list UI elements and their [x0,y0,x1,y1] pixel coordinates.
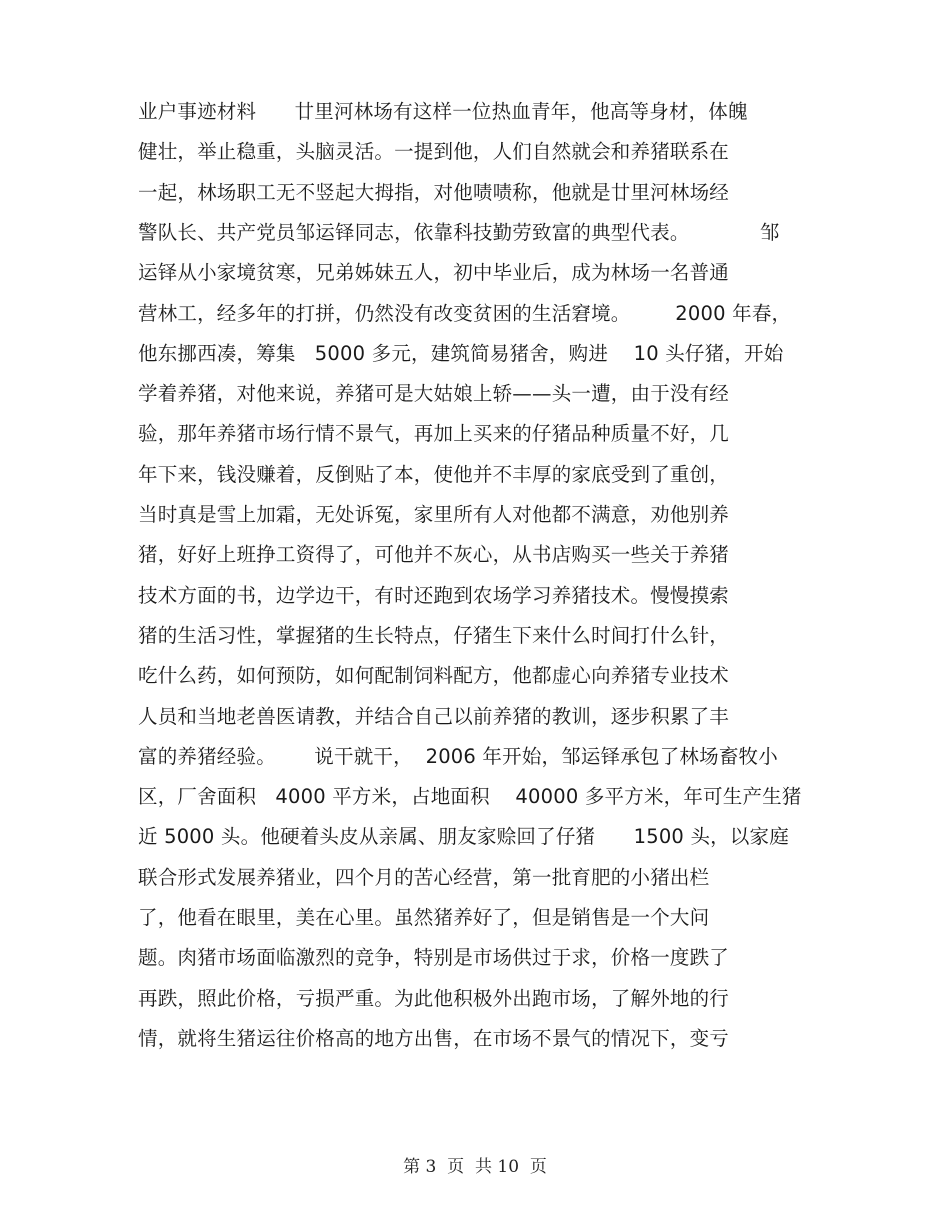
text-line: 健壮，举止稳重，头脑灵活。一提到他，人们自然就会和养猪联系在 [138,140,730,164]
text-line: 他东挪西凑，筹集 5000 多元，建筑简易猪舍，购进 10 头仔猪，开始 [138,341,784,365]
text-line: 当时真是雪上加霜，无处诉冤，家里所有人对他都不满意，劝他别养 [138,503,730,526]
text-line: 学着养猪，对他来说，养猪可是大姑娘上轿——头一遭，由于没有经 [138,382,730,406]
text-line: 猪的生活习性，掌握猪的生长特点，仔猪生下来什么时间打什么针， [138,623,730,647]
text-line: 营林工，经多年的打拼，仍然没有改变贫困的生活窘境。 2000 年春， [138,301,792,325]
text-line: 警队长、共产党员邹运铎同志，依靠科技勤劳致富的典型代表。 邹 [138,220,780,244]
text-line: 技术方面的书，边学边干，有时还跑到农场学习养猪技术。慢慢摸索 [138,583,730,607]
page-number-footer: 第 3 页 共 10 页 [403,1157,547,1177]
text-line: 业户事迹材料 廿里河林场有这样一位热血青年，他高等身材，体魄 [138,100,748,123]
text-line: 一起，林场职工无不竖起大拇指，对他啧啧称，他就是廿里河林场经 [138,180,730,204]
text-line: 了，他看在眼里，美在心里。虽然猪养好了，但是销售是一个大问 [138,906,710,929]
text-line: 区，厂舍面积 4000 平方米，占地面积 40000 多平方米，年可生产生猪 [138,785,802,809]
text-line: 年下来，钱没赚着，反倒贴了本，使他并不丰厚的家底受到了重创， [138,462,730,486]
text-line: 吃什么药，如何预防，如何配制饲料配方，他都虚心向养猪专业技术 [138,664,730,688]
text-line: 富的养猪经验。 说干就干， 2006 年开始，邹运铎承包了林场畜牧小 [138,744,778,768]
text-line: 验，那年养猪市场行情不景气，再加上买来的仔猪品种质量不好，几 [138,422,730,446]
text-line: 近 5000 头。他硬着头皮从亲属、朋友家赊回了仔猪 1500 头，以家庭 [138,825,789,849]
text-line: 联合形式发展养猪业，四个月的苦心经营，第一批育肥的小猪出栏 [138,865,710,889]
text-line: 再跌，照此价格，亏损严重。为此他积极外出跑市场，了解外地的行 [138,986,730,1010]
text-line: 猪，好好上班挣工资得了，可他并不灰心，从书店购买一些关于养猪 [138,543,730,567]
text-line: 人员和当地老兽医请教，并结合自己以前养猪的教训，逐步积累了丰 [138,704,730,728]
text-line: 运铎从小家境贫寒，兄弟姊妹五人，初中毕业后，成为林场一名普通 [138,261,730,285]
text-line: 题。肉猪市场面临激烈的竞争，特别是市场供过于求，价格一度跌了 [138,946,730,970]
text-line: 情，就将生猪运往价格高的地方出售，在市场不景气的情况下，变亏 [138,1026,730,1050]
